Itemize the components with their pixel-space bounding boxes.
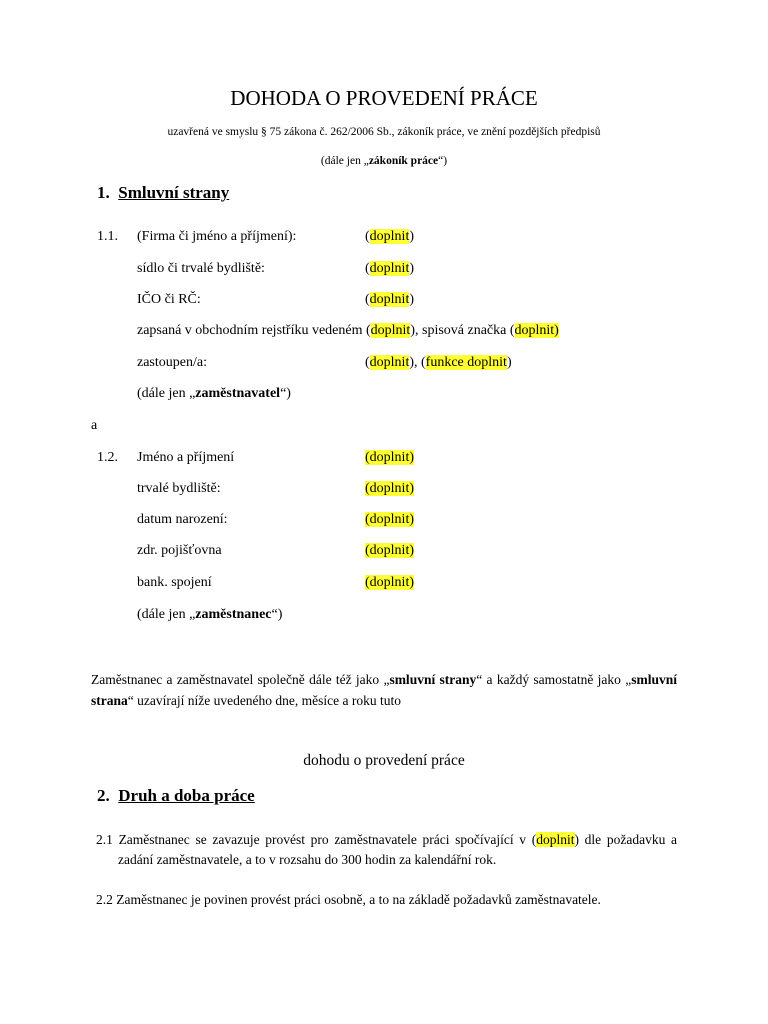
party1-number: 1.1.: [97, 229, 118, 244]
party1-label-represented: zastoupen/a:: [137, 355, 207, 370]
document-subtitle: uzavřená ve smyslu § 75 zákona č. 262/2006 Sb., zákoník práce, ve znění pozdějších předpisů: [167, 126, 601, 138]
party2-alias: (dále jen „zaměstnanec“): [137, 607, 283, 622]
party2-label-address: trvalé bydliště:: [137, 481, 221, 496]
party1-label-name: (Firma či jméno a příjmení):: [137, 229, 297, 244]
clause-2-1: 2.1 Zaměstnanec se zavazuje provést pro zaměstnavatele práci spočívající v (doplnit) dle požadavku a zadání zaměstnavatele, a to v rozsahu do 300 hodin za kalendářní rok.: [96, 832, 677, 867]
party1-value-ico: (doplnit): [365, 292, 415, 307]
party1-register: zapsaná v obchodním rejstříku vedeném (doplnit), spisová značka (doplnit): [137, 323, 559, 338]
party1-value-address: (doplnit): [365, 261, 415, 276]
party2-value-birthdate: (doplnit): [365, 512, 415, 527]
party1-label-ico: IČO či RČ:: [137, 292, 201, 307]
party2-value-address: (doplnit): [365, 481, 415, 496]
party1-alias: (dále jen „zaměstnavatel“): [137, 386, 291, 401]
party2-value-name: (doplnit): [365, 450, 415, 465]
conjunction-and: a: [91, 418, 98, 433]
intro-paragraph: Zaměstnanec a zaměstnavatel společně dále též jako „smluvní strany“ a každý samostatně jako „smluvní strana“ uzavírají níže uvedeného dne, měsíce a roku tuto: [91, 672, 677, 708]
section-2-heading: 2. Druh a doba práce: [97, 786, 255, 805]
agreement-name: dohodu o provedení práce: [303, 752, 465, 769]
party1-value-name: (doplnit): [365, 229, 415, 244]
section-1-heading: 1. Smluvní strany: [97, 183, 230, 202]
party1-value-represented: (doplnit), (funkce doplnit): [365, 355, 512, 370]
party2-label-birthdate: datum narození:: [137, 512, 228, 527]
party2-value-insurance: (doplnit): [365, 543, 415, 558]
party2-label-bank: bank. spojení: [137, 575, 212, 590]
party2-value-bank: (doplnit): [365, 575, 415, 590]
document-title: DOHODA O PROVEDENÍ PRÁCE: [230, 86, 538, 110]
party1-label-address: sídlo či trvalé bydliště:: [137, 261, 265, 276]
party2-number: 1.2.: [97, 450, 118, 465]
clause-2-2: 2.2 Zaměstnanec je povinen provést práci osobně, a to na základě požadavků zaměstnavatele.: [96, 892, 601, 907]
party2-label-name: Jméno a příjmení: [137, 450, 235, 465]
party2-label-insurance: zdr. pojišťovna: [137, 543, 222, 558]
document-subtitle-alias: (dále jen „zákoník práce“): [320, 155, 448, 167]
